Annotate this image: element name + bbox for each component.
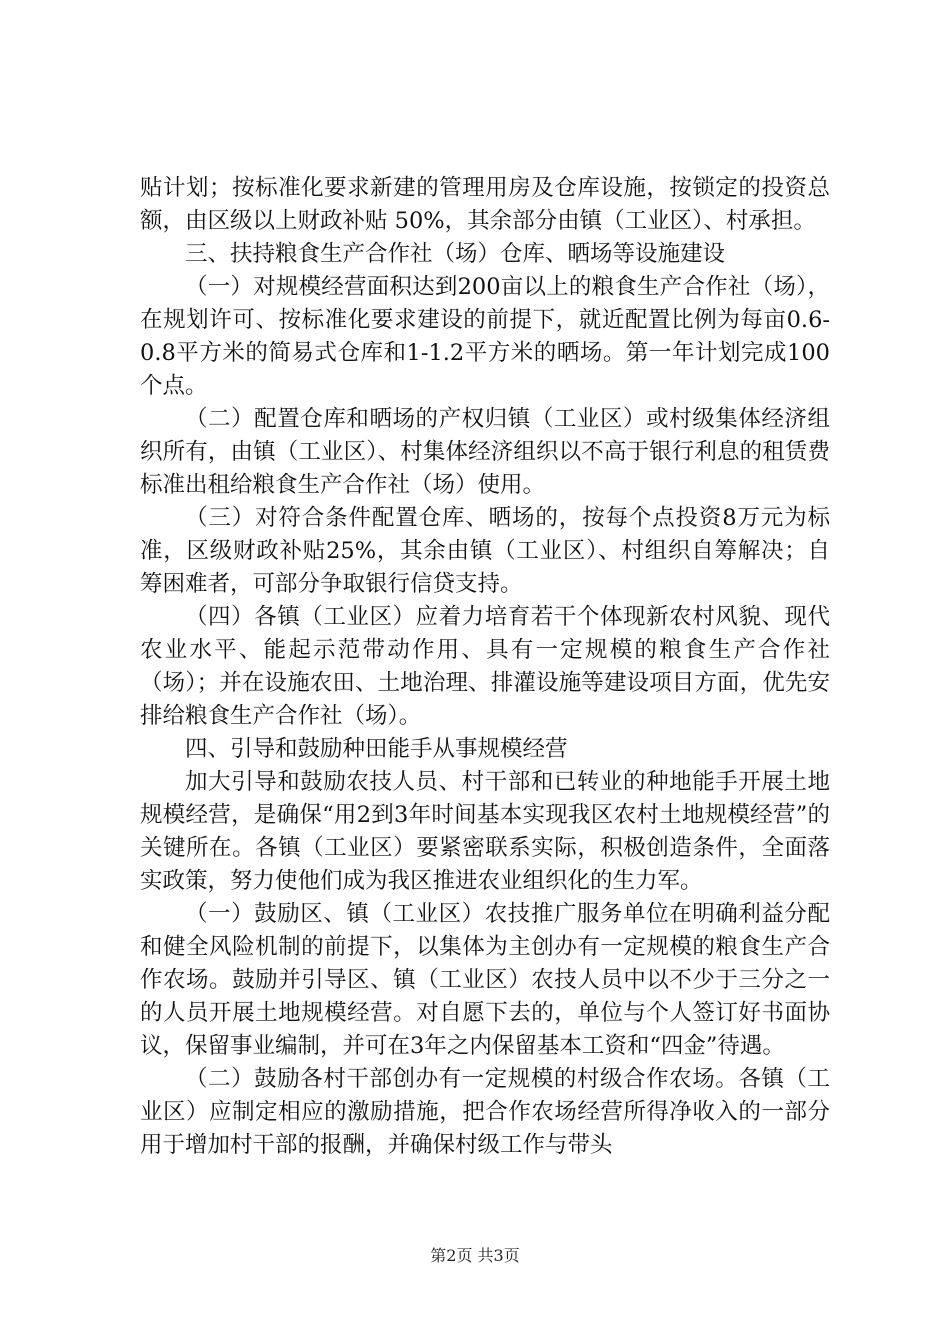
paragraph-4-intro: 加大引导和鼓励农技人员、村干部和已转业的种地能手开展土地规模经营，是确保“用2到3年时间基本实现我区农村土地规模经营”的关键所在。各镇（工业区）要紧密联系实际，积极创造条件，全面落实政策，努力使他们成为我区推进农业组织化的生力军。 (140, 769, 830, 894)
section-heading-3: 三、扶持粮食生产合作社（场）仓库、晒场等设施建设 (185, 241, 726, 267)
paragraph-1: 贴计划；按标准化要求新建的管理用房及仓库设施，按锁定的投资总额，由区级以上财政补贴 50%，其余部分由镇（工业区）、村承担。 (140, 175, 830, 234)
paragraph-4-2: （二）鼓励各村干部创办有一定规模的村级合作农场。各镇（工业区）应制定相应的激励措施，把合作农场经营所得净收入的一部分用于增加村干部的报酬，并确保村级工作与带头 (140, 1066, 830, 1158)
paragraph-3-2: （二）配置仓库和晒场的产权归镇（工业区）或村级集体经济组织所有，由镇（工业区）、村集体经济组织以不高于银行利息的租赁费标准出租给粮食生产合作社（场）使用。 (140, 406, 830, 498)
paragraph-3-3: （三）对符合条件配置仓库、晒场的，按每个点投资8万元为标准，区级财政补贴25%，其余由镇（工业区）、村组织自筹解决；自筹困难者，可部分争取银行信贷支持。 (140, 505, 830, 597)
paragraph-3-1: （一）对规模经营面积达到200亩以上的粮食生产合作社（场），在规划许可、按标准化要求建设的前提下，就近配置比例为每亩0.6-0.8平方米的简易式仓库和1-1.2平方米的晒场。第一年计划完成100个点。 (140, 274, 830, 399)
document-body (140, 172, 830, 1162)
paragraph-3-4: （四）各镇（工业区）应着力培育若干个体现新农村风貌、现代农业水平、能起示范带动作用、具有一定规模的粮食生产合作社（场）；并在设施农田、土地治理、排灌设施等建设项目方面，优先安排给粮食生产合作社（场）。 (140, 604, 830, 729)
paragraph-4-1: （一）鼓励区、镇（工业区）农技推广服务单位在明确利益分配和健全风险机制的前提下，以集体为主创办有一定规模的粮食生产合作农场。鼓励并引导区、镇（工业区）农技人员中以不少于三分之一的人员开展土地规模经营。对自愿下去的，单位与个人签订好书面协议，保留事业编制，并可在3年之内保留基本工资和“四金”待遇。 (140, 901, 830, 1059)
section-heading-4: 四、引导和鼓励种田能手从事规模经营 (185, 736, 568, 762)
page-number-footer: 第2页 共3页 (430, 1246, 520, 1265)
